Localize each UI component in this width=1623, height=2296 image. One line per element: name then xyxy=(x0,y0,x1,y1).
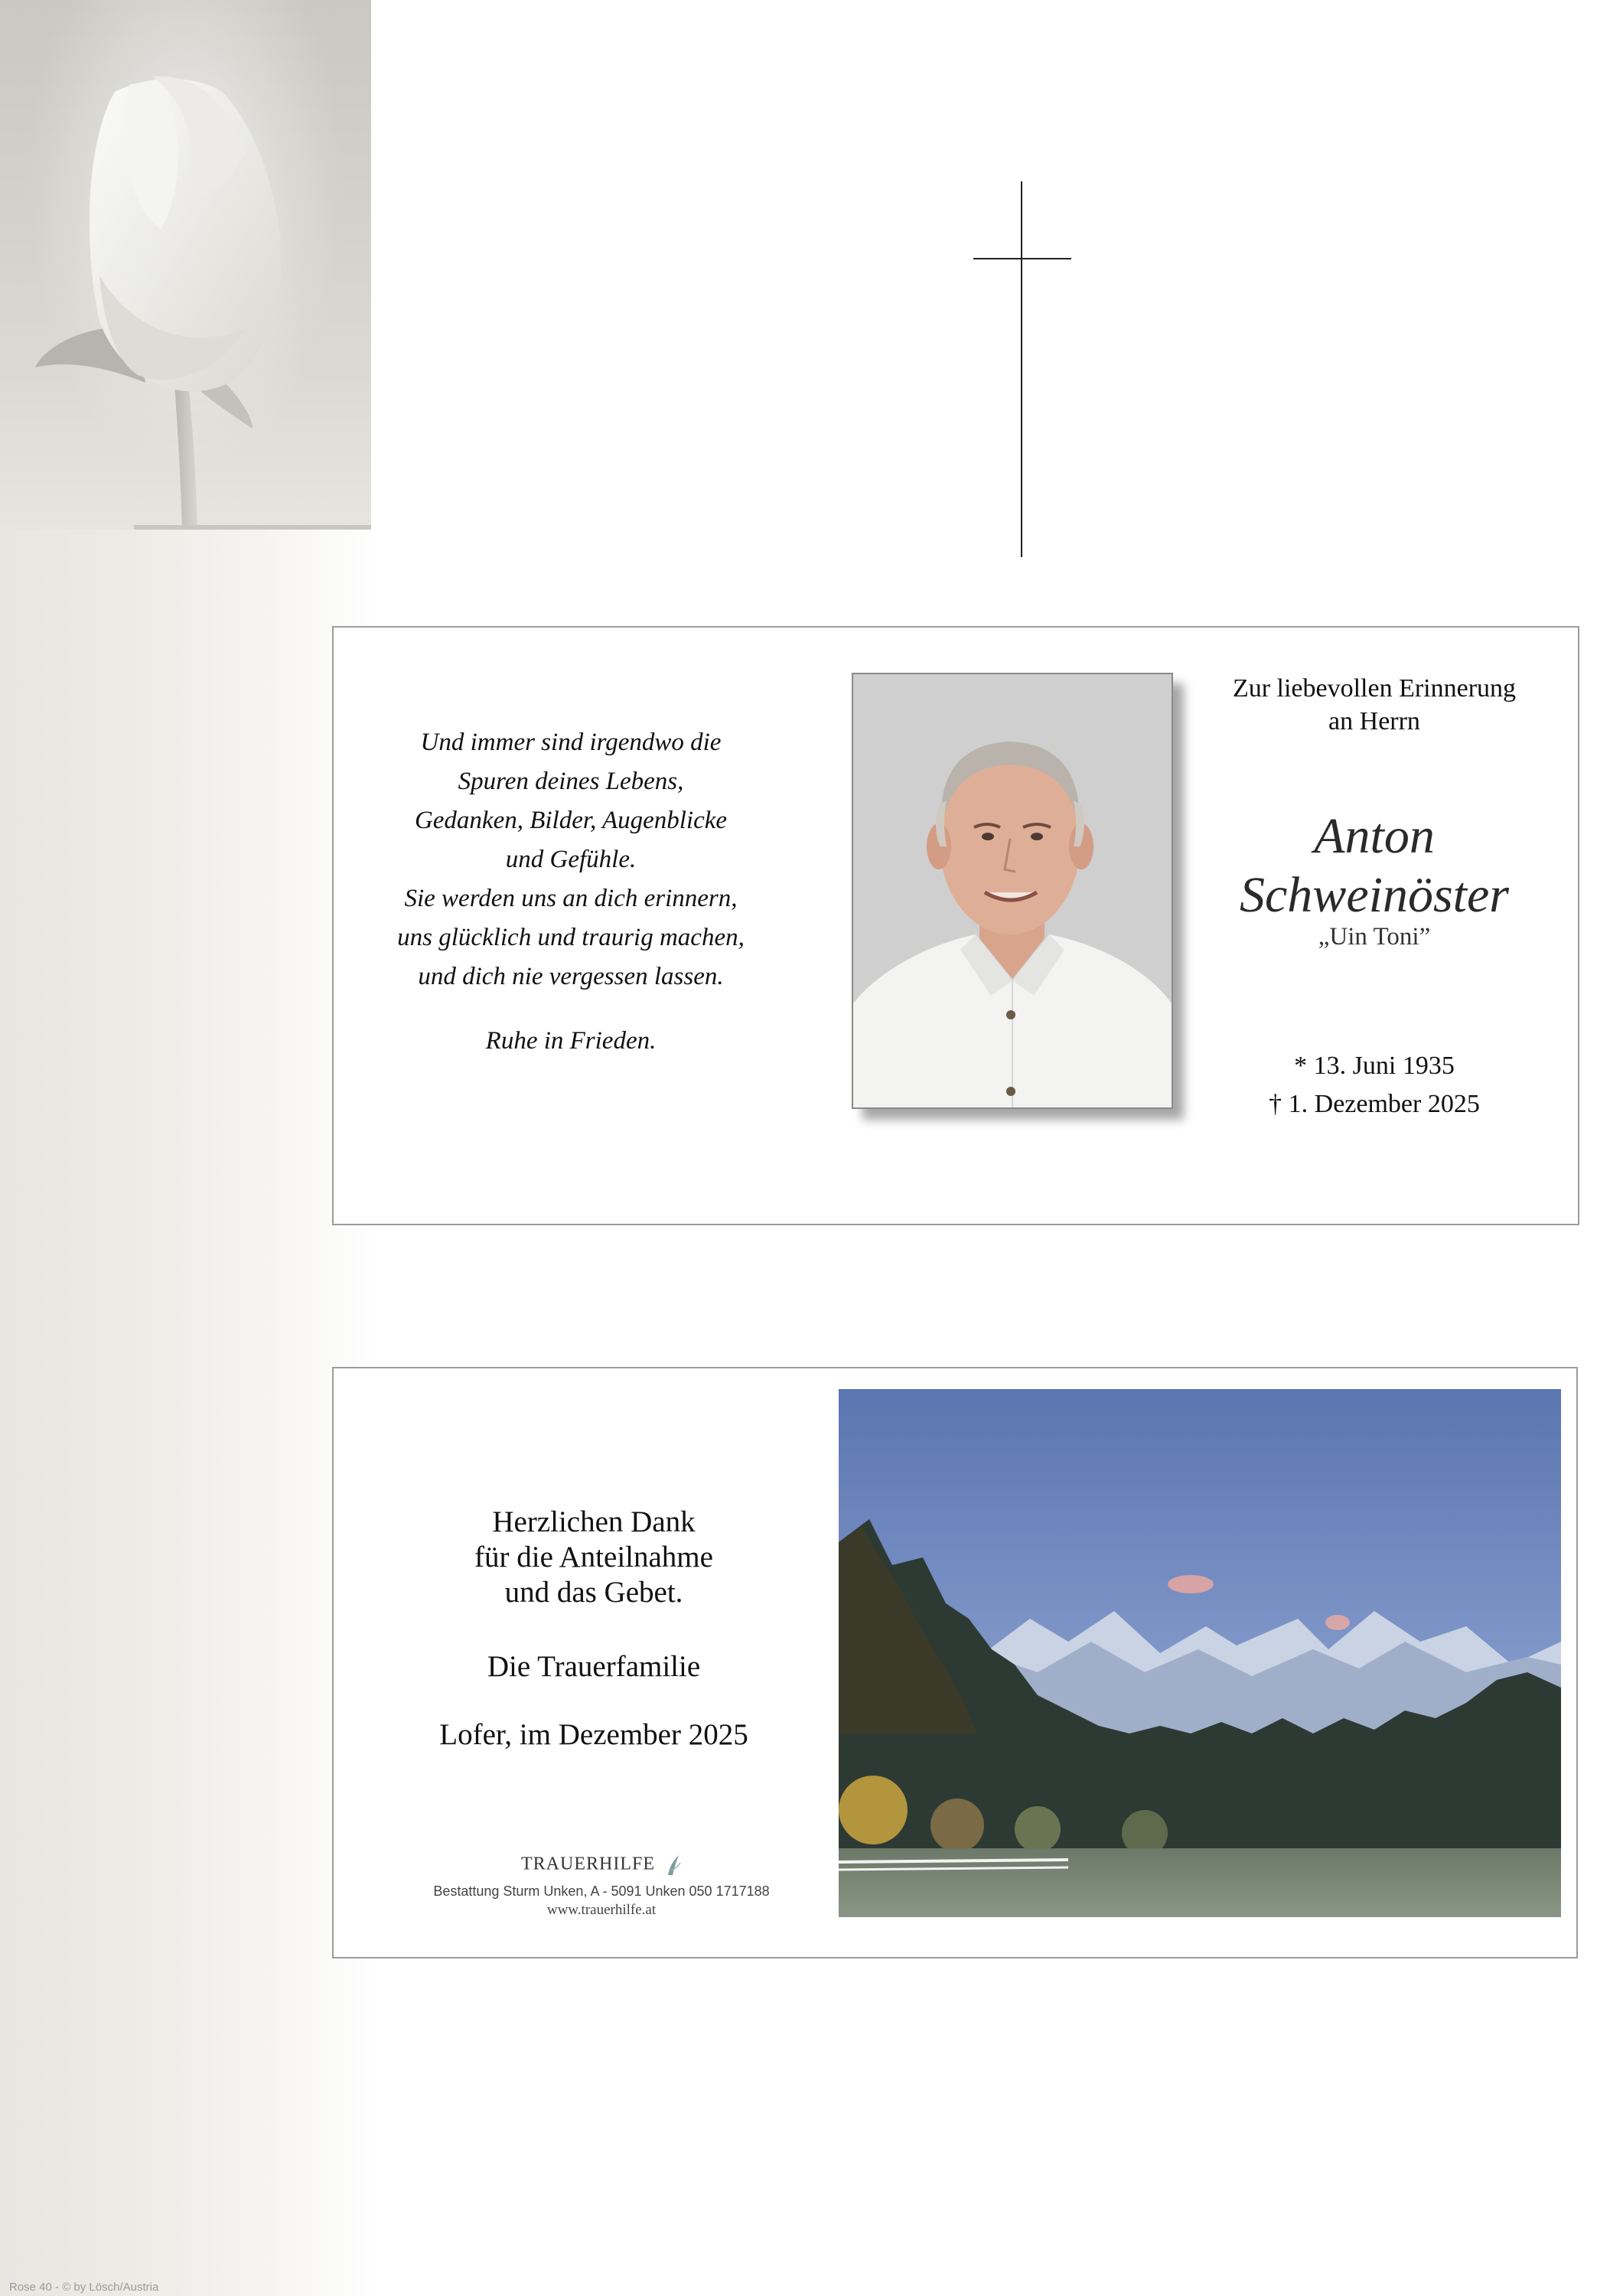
poem-line: Spuren deines Lebens, xyxy=(458,768,684,795)
poem-closing: Ruhe in Frieden. xyxy=(485,1027,657,1055)
poem-line: und dich nie vergessen lassen. xyxy=(418,963,724,990)
poem-line: Sie werden uns an dich erinnern, xyxy=(404,885,738,912)
intro-line: an Herrn xyxy=(1328,707,1420,735)
portrait-photo xyxy=(852,673,1173,1109)
thanks-message xyxy=(395,1505,793,1610)
place-and-date: Lofer, im Dezember 2025 xyxy=(439,1718,748,1751)
deceased-nickname: „Uin Toni” xyxy=(1318,923,1431,951)
thank-you-card xyxy=(332,1367,1578,1958)
memorial-intro xyxy=(1214,672,1535,738)
family-signature: Die Trauerfamilie xyxy=(487,1650,701,1683)
poem-line: und Gefühle. xyxy=(505,846,637,873)
poem-line: uns glücklich und traurig machen, xyxy=(397,924,745,951)
thanks-line: für die Anteilnahme xyxy=(474,1541,713,1574)
rose-image xyxy=(0,0,371,530)
deceased-last-name: Schweinöster xyxy=(1240,867,1509,923)
deceased-first-name: Anton xyxy=(1314,808,1435,864)
cross-horizontal-bar xyxy=(973,258,1071,259)
memorial-card xyxy=(332,626,1579,1225)
decorative-side-strip xyxy=(0,0,371,2296)
thanks-line: und das Gebet. xyxy=(504,1576,683,1609)
life-dates xyxy=(1214,1047,1535,1124)
leaf-icon xyxy=(665,1854,682,1877)
thanks-line: Herzlichen Dank xyxy=(492,1505,696,1538)
funeral-service-website: www.trauerhilfe.at xyxy=(546,1902,657,1918)
intro-line: Zur liebevollen Erinnerung xyxy=(1232,674,1517,703)
funeral-service-logo xyxy=(425,1854,777,1877)
death-date: † 1. Dezember 2025 xyxy=(1269,1090,1480,1118)
brand-name: TRAUERHILFE xyxy=(521,1854,655,1874)
poem-line: Und immer sind irgendwo die xyxy=(420,729,722,756)
funeral-service-address: Bestattung Sturm Unken, A - 5091 Unken 050 1717188 xyxy=(433,1883,770,1899)
memorial-poem xyxy=(395,723,747,1061)
image-credit: Rose 40 - © by Lösch/Austria xyxy=(9,2281,159,2294)
cross-vertical-bar xyxy=(1021,181,1022,557)
birth-date: * 13. Juni 1935 xyxy=(1294,1052,1455,1080)
mountain-landscape-photo xyxy=(839,1389,1561,1917)
poem-line: Gedanken, Bilder, Augenblicke xyxy=(414,807,728,834)
